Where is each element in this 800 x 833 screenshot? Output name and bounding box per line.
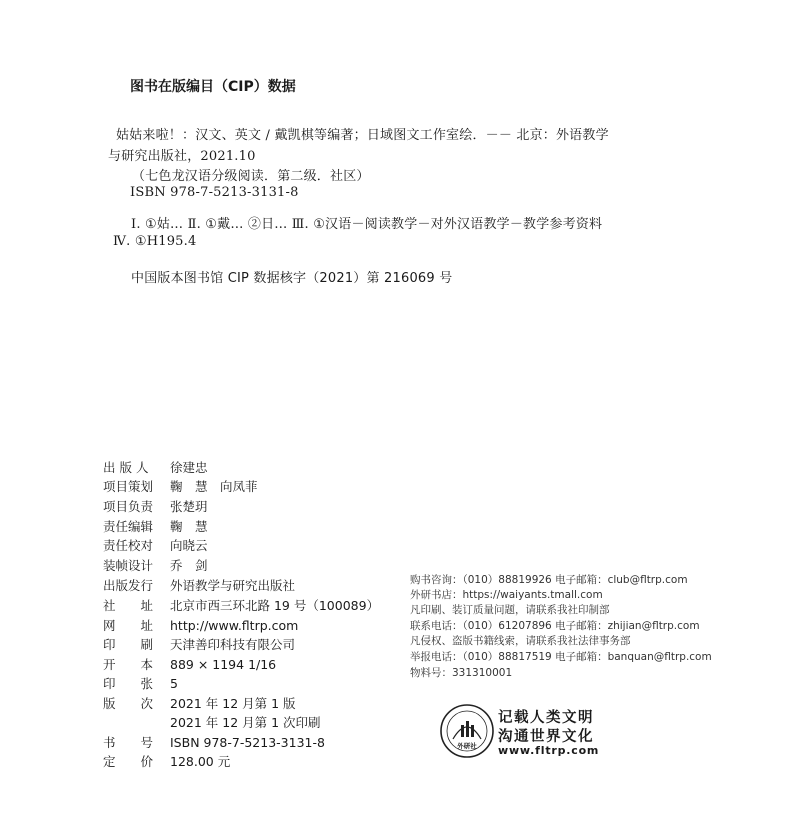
svg-text:外研社: 外研社 [457,742,477,750]
contact-line: 凡印刷、装订质量问题，请联系我社印制部 [410,604,610,616]
contact-line: 物料号：331310001 [410,667,513,679]
pub-row: 责任校对 向晓云 [103,538,208,553]
publisher-url: www.fltrp.com [498,744,600,757]
pub-row: 社 址 北京市西三环北路 19 号（100089） [103,598,380,613]
pub-row: 项目策划 鞠 慧 向凤菲 [103,479,258,494]
cip-classification: Ⅰ. ①姑… Ⅱ. ①戴… ②日… Ⅲ. ①汉语－阅读教学－对外汉语教学－教学参考资料 [131,217,603,232]
slogan-line-1: 记载人类文明 [498,710,594,726]
pub-row: 网 址 http://www.fltrp.com [103,618,299,633]
pub-row: 定 价 128.00 元 [103,754,231,769]
cip-title: 图书在版编目（CIP）数据 [130,79,296,95]
pub-row: 开 本 889 × 1194 1/16 [103,657,277,672]
contact-line: 凡侵权、盗版书籍线索，请联系我社法律事务部 [410,635,631,647]
pub-row: 版 次 2021 年 12 月第 1 版 [103,696,296,711]
pub-row: 印 刷 天津善印科技有限公司 [103,637,296,652]
cip-isbn: ISBN 978-7-5213-3131-8 [130,185,299,200]
pub-row: 书 号 ISBN 978-7-5213-3131-8 [103,735,325,750]
pub-row: 装帧设计 乔 剑 [103,558,208,573]
contact-line: 外研书店：https://waiyants.tmall.com [410,589,603,601]
pub-row: 2021 年 12 月第 1 次印刷 [170,715,321,730]
cip-line-3: （七色龙汉语分级阅读．第二级．社区） [132,169,370,184]
cip-record-number: 中国版本图书馆 CIP 数据核字（2021）第 216069 号 [131,271,453,286]
publisher-seal-icon [439,703,495,759]
cip-line-2: 与研究出版社，2021.10 [108,149,256,164]
pub-row: 出 版 人 徐建忠 [103,460,208,475]
contact-line: 购书咨询：（010）88819926 电子邮箱：club@fltrp.com [410,574,688,586]
cip-line-1: 姑姑来啦！：汉文、英文 / 戴凯棋等编著；日域图文工作室绘．－－ 北京：外语教学 [116,128,609,143]
pub-row: 印 张 5 [103,676,178,691]
pub-row: 出版发行 外语教学与研究出版社 [103,578,296,593]
pub-row: 责任编辑 鞠 慧 [103,519,208,534]
contact-line: 联系电话：（010）61207896 电子邮箱：zhijian@fltrp.com [410,620,700,632]
pub-row: 项目负责 张楚玥 [103,499,208,514]
cip-classification-cont: Ⅳ. ①H195.4 [113,234,197,249]
contact-line: 举报电话：（010）88817519 电子邮箱：banquan@fltrp.com [410,651,712,663]
slogan-line-2: 沟通世界文化 [498,729,594,745]
